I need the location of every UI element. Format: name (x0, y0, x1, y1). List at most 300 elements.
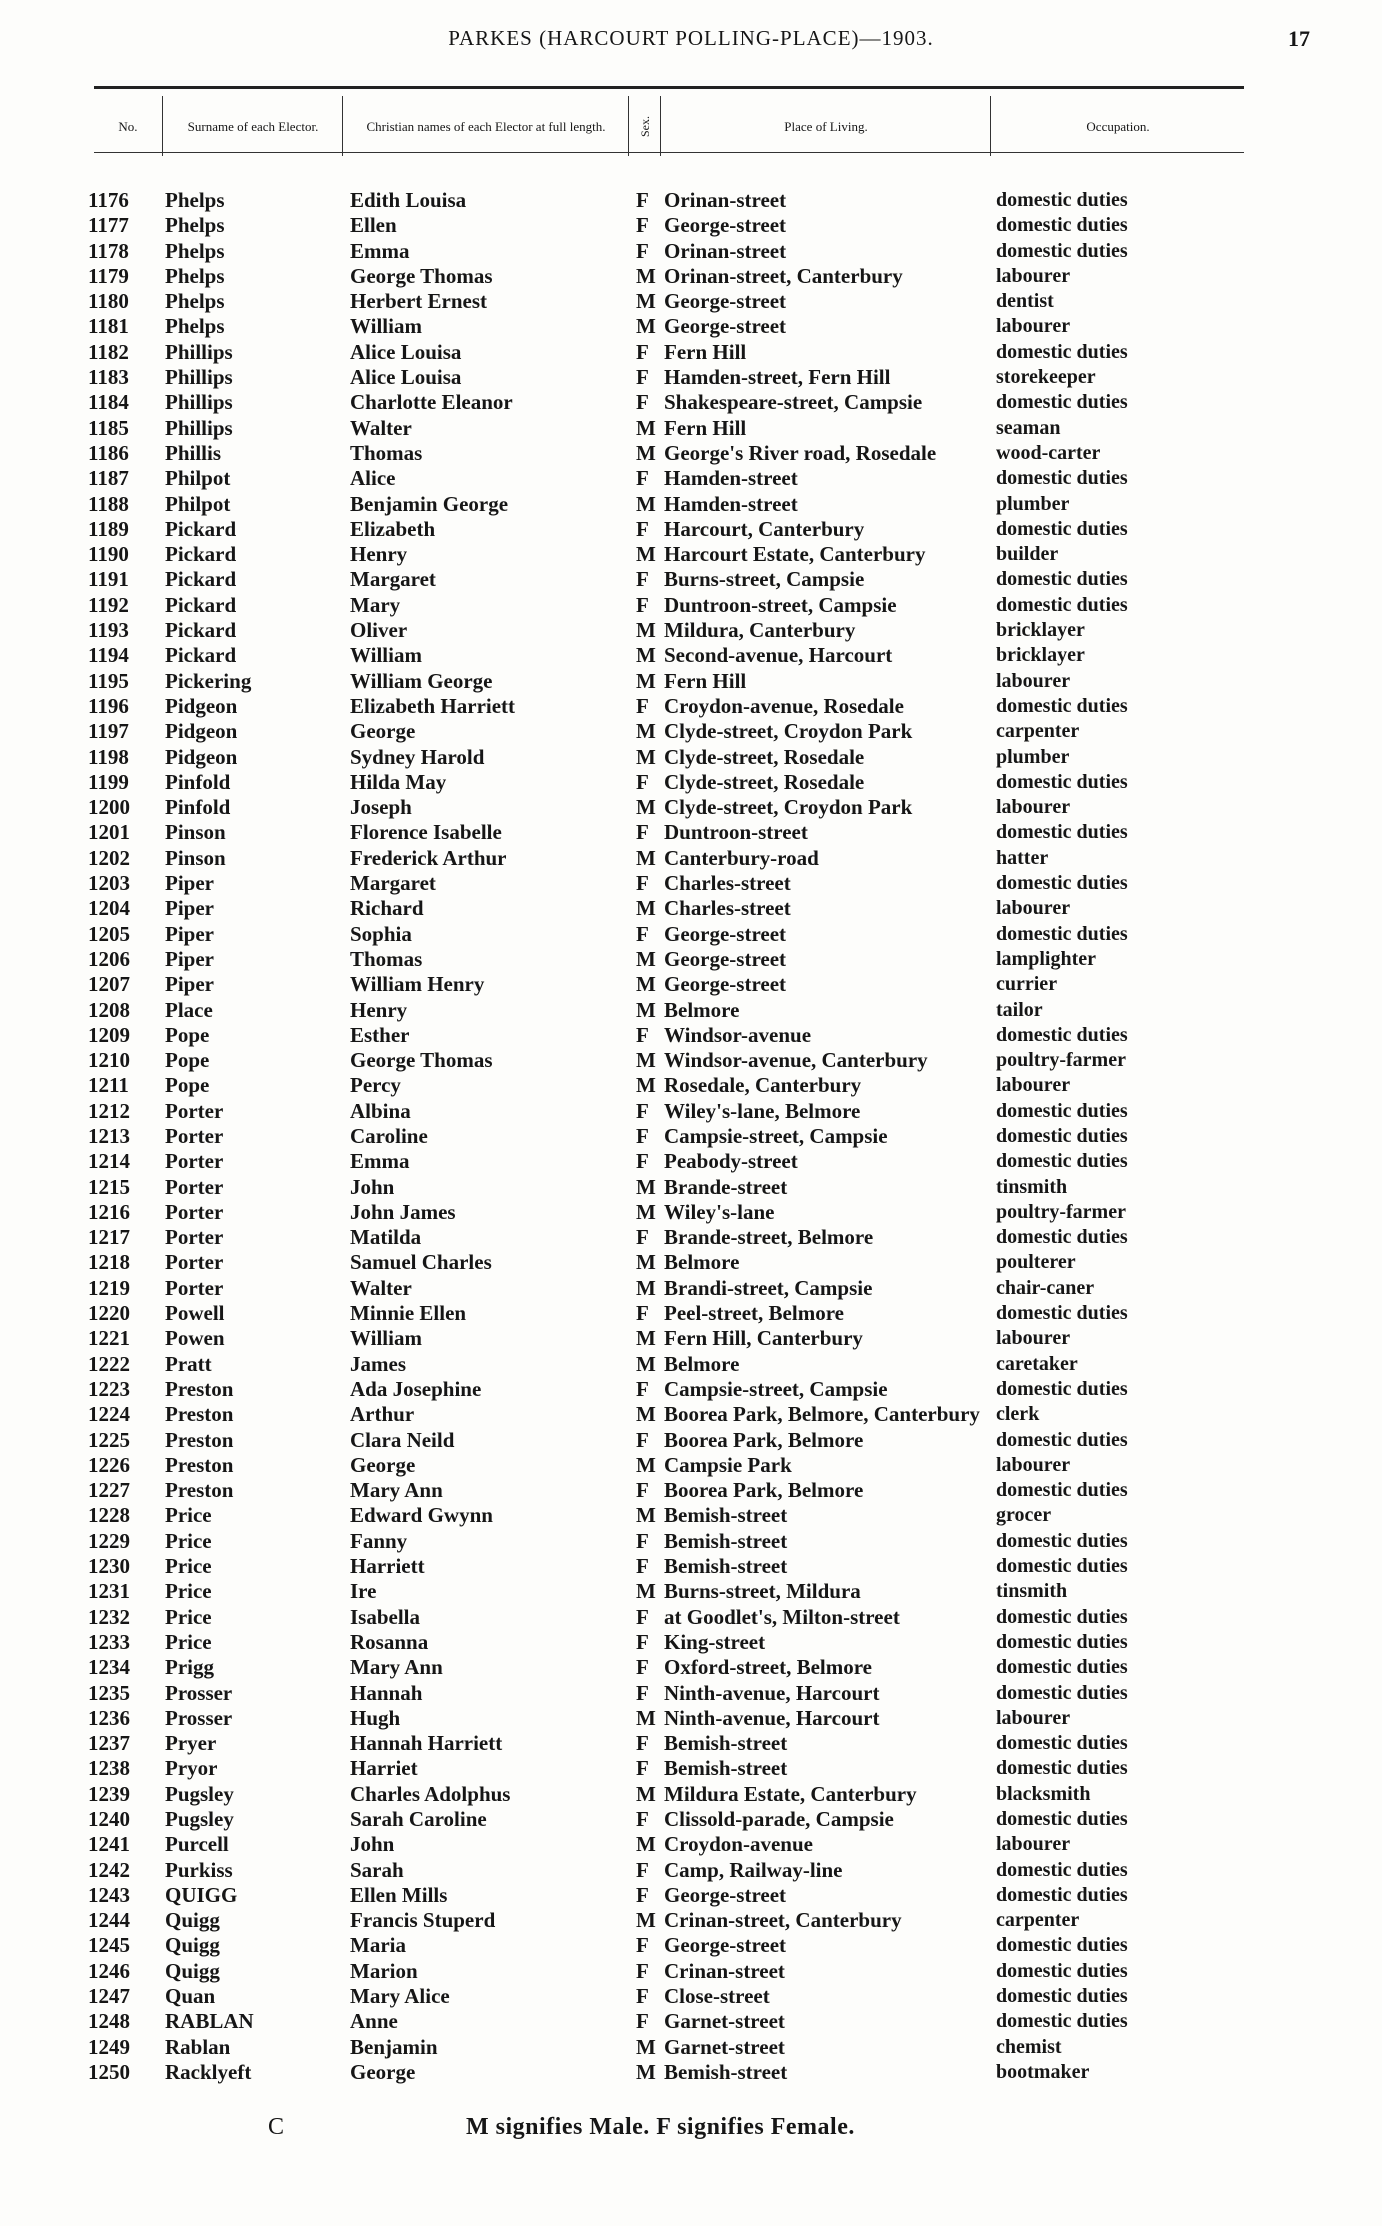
elector-place-of-living: Campsie Park (664, 1452, 792, 1477)
elector-number: 1187 (88, 466, 129, 491)
elector-number: 1205 (88, 921, 130, 946)
table-row (0, 492, 1382, 517)
elector-number: 1188 (88, 491, 129, 516)
table-row (0, 745, 1382, 770)
elector-christian-names: Elizabeth (350, 516, 436, 541)
table-row (0, 846, 1382, 871)
sex-legend: M signifies Male. F signifies Female. (466, 2114, 855, 2140)
elector-christian-names: Thomas (350, 946, 423, 971)
elector-place-of-living: Fern Hill (664, 415, 747, 440)
elector-place-of-living: George-street (664, 314, 787, 339)
elector-surname: Pope (165, 1022, 210, 1047)
elector-surname: Prigg (165, 1655, 214, 1680)
elector-sex: F (636, 1301, 649, 1326)
elector-christian-names: Elizabeth Harriett (350, 693, 516, 718)
elector-surname: Phelps (165, 289, 225, 314)
elector-christian-names: Alice (350, 466, 396, 491)
table-row (0, 1630, 1382, 1655)
elector-occupation: chemist (996, 2035, 1062, 2058)
elector-sex: F (636, 1629, 649, 1654)
elector-surname: Prosser (165, 1705, 233, 1730)
elector-place-of-living: Croydon-avenue, Rosedale (664, 693, 904, 718)
elector-sex: F (636, 238, 649, 263)
table-row (0, 1908, 1382, 1933)
elector-place-of-living: Bemish-street (664, 1756, 788, 1781)
elector-christian-names: Matilda (350, 1225, 422, 1250)
table-row (0, 1706, 1382, 1731)
elector-occupation: tinsmith (996, 1580, 1068, 1603)
elector-occupation: tinsmith (996, 1175, 1068, 1198)
elector-surname: Pinfold (165, 795, 231, 820)
elector-place-of-living: Bemish-street (664, 1554, 788, 1579)
elector-number: 1222 (88, 1351, 130, 1376)
elector-surname: Pryor (165, 1756, 218, 1781)
elector-place-of-living: Charles-street (664, 871, 791, 896)
elector-sex: M (636, 643, 656, 668)
table-row (0, 694, 1382, 719)
page-header (0, 26, 1382, 66)
elector-number: 1217 (88, 1225, 130, 1250)
elector-place-of-living: Duntroon-street, Campsie (664, 592, 897, 617)
elector-sex: M (636, 744, 656, 769)
elector-surname: Phelps (165, 314, 225, 339)
table-row (0, 1149, 1382, 1174)
elector-sex: F (636, 1528, 649, 1553)
elector-number: 1233 (88, 1629, 130, 1654)
table-row (0, 1428, 1382, 1453)
elector-number: 1234 (88, 1655, 130, 1680)
elector-christian-names: Marion (350, 1958, 418, 1983)
elector-occupation: domestic duties (996, 1605, 1128, 1628)
elector-surname: Quigg (165, 1933, 220, 1958)
elector-sex: F (636, 871, 649, 896)
elector-sex: F (636, 567, 649, 592)
elector-place-of-living: Belmore (664, 997, 740, 1022)
elector-place-of-living: George-street (664, 1882, 787, 1907)
table-row (0, 1883, 1382, 1908)
elector-occupation: clerk (996, 1403, 1040, 1426)
elector-christian-names: Henry (350, 997, 408, 1022)
elector-occupation: labourer (996, 1453, 1071, 1476)
elector-sex: M (636, 1275, 656, 1300)
elector-sex: M (636, 719, 656, 744)
table-row (0, 239, 1382, 264)
elector-occupation: hatter (996, 846, 1049, 869)
elector-christian-names: John James (350, 1199, 456, 1224)
elector-surname: Pickard (165, 542, 237, 567)
table-row (0, 1352, 1382, 1377)
elector-surname: Preston (165, 1376, 234, 1401)
elector-surname: Purcell (165, 1832, 229, 1857)
table-row (0, 998, 1382, 1023)
elector-surname: Phillips (165, 415, 233, 440)
elector-sex: M (636, 542, 656, 567)
elector-christian-names: Charles Adolphus (350, 1781, 511, 1806)
table-row (0, 719, 1382, 744)
elector-place-of-living: Belmore (664, 1351, 740, 1376)
elector-surname: Phelps (165, 238, 225, 263)
table-row (0, 466, 1382, 491)
elector-occupation: domestic duties (996, 1985, 1128, 2008)
elector-number: 1193 (88, 618, 129, 643)
elector-surname: Porter (165, 1098, 224, 1123)
table-row (0, 1301, 1382, 1326)
elector-place-of-living: Fern Hill (664, 668, 747, 693)
elector-occupation: domestic duties (996, 2010, 1128, 2033)
elector-christian-names: Sarah Caroline (350, 1807, 487, 1831)
elector-surname: Pidgeon (165, 693, 238, 718)
elector-sex: F (636, 390, 649, 415)
elector-place-of-living: Brande-street, Belmore (664, 1225, 874, 1250)
elector-christian-names: Clara Neild (350, 1427, 455, 1452)
elector-surname: Quigg (165, 1908, 220, 1933)
elector-sex: M (636, 289, 656, 314)
table-row (0, 314, 1382, 339)
elector-occupation: bricklayer (996, 619, 1085, 642)
elector-place-of-living: Garnet-street (664, 2034, 785, 2059)
table-row (0, 542, 1382, 567)
elector-occupation: domestic duties (996, 593, 1128, 616)
elector-place-of-living: Burns-street, Mildura (664, 1579, 861, 1604)
elector-number: 1184 (88, 390, 129, 415)
elector-sex: M (636, 1908, 656, 1933)
table-row (0, 264, 1382, 289)
elector-sex: M (636, 1174, 656, 1199)
elector-christian-names: Richard (350, 896, 424, 921)
elector-occupation: tailor (996, 998, 1043, 1021)
elector-number: 1223 (88, 1376, 130, 1401)
elector-sex: M (636, 1832, 656, 1857)
elector-number: 1197 (88, 719, 129, 744)
elector-occupation: bricklayer (996, 644, 1085, 667)
elector-occupation: labourer (996, 1706, 1071, 1729)
elector-occupation: domestic duties (996, 517, 1128, 540)
elector-place-of-living: Ninth-avenue, Harcourt (664, 1705, 880, 1730)
elector-surname: Pickard (165, 567, 237, 592)
elector-surname: Phelps (165, 213, 225, 238)
elector-sex: F (636, 1098, 649, 1123)
elector-occupation: domestic duties (996, 1630, 1128, 1653)
elector-christian-names: Harriet (350, 1756, 418, 1781)
elector-surname: Phelps (165, 188, 225, 212)
elector-sex: F (636, 466, 649, 491)
elector-surname: Pope (165, 1073, 210, 1098)
elector-surname: Phelps (165, 263, 225, 288)
elector-occupation: domestic duties (996, 239, 1128, 262)
elector-surname: Pope (165, 1048, 210, 1073)
elector-sex: F (636, 1655, 649, 1680)
elector-number: 1180 (88, 289, 129, 314)
elector-occupation: domestic duties (996, 1529, 1128, 1552)
elector-christian-names: Emma (350, 238, 410, 263)
elector-place-of-living: George-street (664, 213, 787, 238)
elector-christian-names: John (350, 1174, 395, 1199)
elector-number: 1207 (88, 972, 130, 997)
table-row (0, 593, 1382, 618)
elector-number: 1179 (88, 263, 129, 288)
elector-occupation: poultry-farmer (996, 1200, 1126, 1223)
elector-occupation: labourer (996, 669, 1071, 692)
table-row (0, 643, 1382, 668)
elector-christian-names: Alice Louisa (350, 339, 462, 364)
elector-place-of-living: Charles-street (664, 896, 791, 921)
elector-surname: Powen (165, 1326, 225, 1351)
elector-number: 1202 (88, 845, 130, 870)
table-row (0, 1984, 1382, 2009)
elector-christian-names: Walter (350, 1275, 412, 1300)
elector-sex: F (636, 693, 649, 718)
table-row (0, 188, 1382, 213)
elector-christian-names: Mary Ann (350, 1655, 443, 1680)
elector-christian-names: George (350, 719, 416, 744)
table-row (0, 871, 1382, 896)
elector-place-of-living: Campsie-street, Campsie (664, 1123, 888, 1148)
elector-number: 1190 (88, 542, 129, 567)
elector-occupation: caretaker (996, 1352, 1078, 1375)
elector-number: 1189 (88, 516, 129, 541)
elector-occupation: domestic duties (996, 568, 1128, 591)
elector-place-of-living: Clyde-street, Croydon Park (664, 719, 913, 744)
elector-occupation: labourer (996, 897, 1071, 920)
elector-number: 1208 (88, 997, 130, 1022)
elector-number: 1215 (88, 1174, 130, 1199)
elector-christian-names: George Thomas (350, 263, 493, 288)
column-header-occupation: Occupation. (990, 96, 1245, 156)
elector-christian-names: William (350, 643, 422, 668)
elector-place-of-living: King-street (664, 1629, 766, 1654)
elector-christian-names: Herbert Ernest (350, 289, 488, 314)
elector-sex: M (636, 946, 656, 971)
elector-occupation: domestic duties (996, 1226, 1128, 1249)
elector-surname: Quigg (165, 1958, 220, 1983)
elector-number: 1216 (88, 1199, 130, 1224)
elector-christian-names: Esther (350, 1022, 410, 1047)
elector-sex: F (636, 1478, 649, 1503)
elector-occupation: dentist (996, 290, 1054, 313)
elector-surname: Pickard (165, 592, 237, 617)
elector-sex: M (636, 491, 656, 516)
column-header-christian: Christian names of each Elector at full length. (342, 96, 629, 156)
elector-sex: M (636, 1048, 656, 1073)
elector-surname: Pickard (165, 618, 237, 643)
elector-sex: F (636, 1022, 649, 1047)
elector-number: 1220 (88, 1301, 130, 1326)
elector-occupation: domestic duties (996, 1302, 1128, 1325)
elector-number: 1218 (88, 1250, 130, 1275)
column-header-surname: Surname of each Elector. (162, 96, 343, 156)
table-row (0, 365, 1382, 390)
elector-occupation: domestic duties (996, 694, 1128, 717)
elector-number: 1210 (88, 1048, 130, 1073)
table-row (0, 1048, 1382, 1073)
column-header-rule (94, 152, 1244, 153)
elector-sex: M (636, 1402, 656, 1427)
elector-christian-names: Hannah (350, 1680, 423, 1705)
elector-place-of-living: Hamden-street (664, 491, 798, 516)
elector-place-of-living: Peel-street, Belmore (664, 1301, 844, 1326)
elector-occupation: plumber (996, 492, 1070, 515)
table-row (0, 1782, 1382, 1807)
elector-surname: Porter (165, 1123, 224, 1148)
header-rule (94, 86, 1244, 89)
elector-place-of-living: Clyde-street, Rosedale (664, 769, 865, 794)
elector-sex: F (636, 1427, 649, 1452)
table-row (0, 1402, 1382, 1427)
elector-place-of-living: Orinan-street (664, 238, 787, 263)
elector-occupation: domestic duties (996, 1023, 1128, 1046)
elector-place-of-living: Rosedale, Canterbury (664, 1073, 862, 1098)
elector-occupation: domestic duties (996, 821, 1128, 844)
elector-number: 1237 (88, 1731, 130, 1756)
elector-surname: Price (165, 1579, 212, 1604)
elector-christian-names: Samuel Charles (350, 1250, 492, 1275)
table-row (0, 567, 1382, 592)
elector-surname: Phillips (165, 390, 233, 415)
elector-place-of-living: Second-avenue, Harcourt (664, 643, 893, 668)
elector-number: 1201 (88, 820, 130, 845)
elector-sex: M (636, 1705, 656, 1730)
table-row (0, 1933, 1382, 1958)
elector-occupation: domestic duties (996, 1428, 1128, 1451)
elector-surname: Prosser (165, 1680, 233, 1705)
elector-number: 1225 (88, 1427, 130, 1452)
elector-christian-names: Ellen (350, 213, 397, 238)
elector-sex: M (636, 2034, 656, 2059)
table-row (0, 1554, 1382, 1579)
elector-surname: Price (165, 1503, 212, 1528)
table-row (0, 618, 1382, 643)
elector-surname: Preston (165, 1478, 234, 1503)
elector-surname: Piper (165, 896, 214, 921)
elector-christian-names: Ire (350, 1579, 377, 1604)
elector-christian-names: Isabella (350, 1604, 421, 1629)
elector-surname: Pugsley (165, 1781, 234, 1806)
table-row (0, 1453, 1382, 1478)
elector-sex: F (636, 1376, 649, 1401)
elector-sex: F (636, 188, 649, 212)
elector-number: 1227 (88, 1478, 130, 1503)
elector-sex: M (636, 1452, 656, 1477)
elector-christian-names: Mary Ann (350, 1478, 443, 1503)
elector-surname: Pinfold (165, 769, 231, 794)
elector-occupation: domestic duties (996, 467, 1128, 490)
elector-sex: M (636, 1073, 656, 1098)
elector-christian-names: Sarah (350, 1857, 404, 1882)
elector-sex: M (636, 415, 656, 440)
elector-number: 1250 (88, 2059, 130, 2084)
elector-surname: Pinson (165, 820, 226, 845)
elector-place-of-living: Wiley's-lane (664, 1199, 775, 1224)
table-row (0, 1807, 1382, 1832)
table-row (0, 1200, 1382, 1225)
elector-surname: QUIGG (165, 1882, 238, 1907)
elector-christian-names: George Thomas (350, 1048, 493, 1073)
elector-sex: M (636, 845, 656, 870)
elector-surname: Pratt (165, 1351, 212, 1376)
table-row (0, 1326, 1382, 1351)
table-row (0, 922, 1382, 947)
elector-place-of-living: at Goodlet's, Milton-street (664, 1604, 900, 1629)
elector-occupation: domestic duties (996, 872, 1128, 895)
table-row (0, 390, 1382, 415)
elector-occupation: builder (996, 543, 1059, 566)
elector-place-of-living: Boorea Park, Belmore (664, 1427, 864, 1452)
elector-sex: M (636, 997, 656, 1022)
elector-sex: F (636, 516, 649, 541)
elector-sex: F (636, 1756, 649, 1781)
elector-occupation: domestic duties (996, 1099, 1128, 1122)
elector-christian-names: Caroline (350, 1123, 428, 1148)
elector-occupation: currier (996, 973, 1058, 996)
elector-christian-names: Joseph (350, 795, 412, 820)
table-row (0, 1756, 1382, 1781)
elector-surname: Porter (165, 1149, 224, 1174)
elector-christian-names: George (350, 2059, 416, 2084)
elector-number: 1232 (88, 1604, 130, 1629)
elector-occupation: domestic duties (996, 1656, 1128, 1679)
elector-surname: Racklyeft (165, 2059, 252, 2084)
elector-occupation: domestic duties (996, 770, 1128, 793)
table-row (0, 1225, 1382, 1250)
elector-sex: F (636, 2009, 649, 2034)
elector-occupation: domestic duties (996, 391, 1128, 414)
elector-surname: Preston (165, 1427, 234, 1452)
table-row (0, 1073, 1382, 1098)
elector-place-of-living: Bemish-street (664, 1528, 788, 1553)
elector-sex: M (636, 1579, 656, 1604)
elector-number: 1238 (88, 1756, 130, 1781)
elector-number: 1186 (88, 440, 129, 465)
elector-surname: Philpot (165, 491, 231, 516)
table-row (0, 1832, 1382, 1857)
elector-sex: F (636, 1225, 649, 1250)
elector-occupation: labourer (996, 1327, 1071, 1350)
table-row (0, 669, 1382, 694)
elector-sex: F (636, 1123, 649, 1148)
elector-occupation: poultry-farmer (996, 1049, 1126, 1072)
elector-surname: Porter (165, 1275, 224, 1300)
elector-christian-names: Walter (350, 415, 412, 440)
elector-number: 1226 (88, 1452, 130, 1477)
elector-number: 1221 (88, 1326, 130, 1351)
elector-number: 1209 (88, 1022, 130, 1047)
elector-place-of-living: George-street (664, 972, 787, 997)
elector-place-of-living: Garnet-street (664, 2009, 785, 2034)
elector-number: 1231 (88, 1579, 130, 1604)
elector-place-of-living: Camp, Railway-line (664, 1857, 843, 1882)
elector-place-of-living: Belmore (664, 1250, 740, 1275)
elector-place-of-living: Hamden-street, Fern Hill (664, 365, 891, 390)
table-row (0, 1503, 1382, 1528)
table-row (0, 1605, 1382, 1630)
elector-number: 1183 (88, 365, 129, 390)
table-row (0, 1175, 1382, 1200)
elector-place-of-living: Fern Hill, Canterbury (664, 1326, 863, 1351)
elector-christian-names: Charlotte Eleanor (350, 390, 513, 415)
page-number: 17 (1288, 26, 1310, 51)
elector-surname: Pidgeon (165, 744, 238, 769)
elector-number: 1182 (88, 339, 129, 364)
elector-occupation: domestic duties (996, 1934, 1128, 1957)
elector-number: 1241 (88, 1832, 130, 1857)
elector-number: 1245 (88, 1933, 130, 1958)
page-footer (0, 2114, 1382, 2150)
elector-number: 1192 (88, 592, 129, 617)
elector-number: 1230 (88, 1554, 130, 1579)
elector-place-of-living: Fern Hill (664, 339, 747, 364)
elector-number: 1196 (88, 693, 129, 718)
elector-christian-names: Margaret (350, 567, 436, 592)
